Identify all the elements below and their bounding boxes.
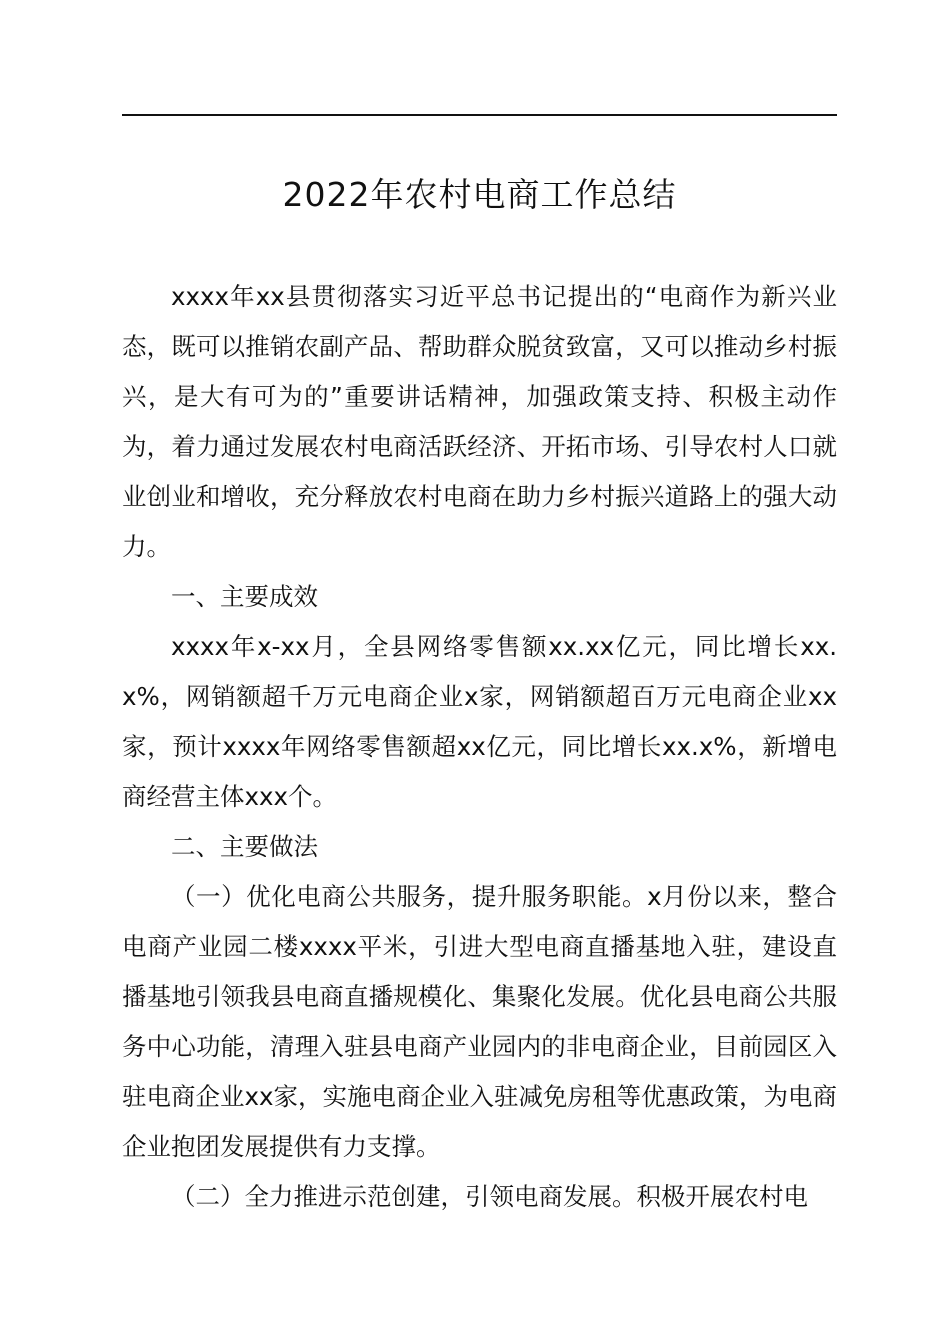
document-body xyxy=(122,272,837,1222)
section-heading-practices: 二、主要做法 xyxy=(171,832,318,861)
section-heading-results: 一、主要成效 xyxy=(171,582,318,611)
document-title: 2022年农村电商工作总结 xyxy=(282,175,677,214)
practice-item-1-paragraph: （一）优化电商公共服务，提升服务职能。x月份以来，整合电商产业园二楼xxxx平米，引进大型电商直播基地入驻，建设直播基地引领我县电商直播规模化、集聚化发展。优化县电商公共服务中心功能，清理入驻县电商产业园内的非电商企业，目前园区入驻电商企业xx家，实施电商企业入驻减免房租等优惠政策，为电商企业抱团发展提供有力支撑。 xyxy=(122,882,837,1161)
header-divider xyxy=(122,114,837,116)
intro-paragraph: xxxx年xx县贯彻落实习近平总书记提出的“电商作为新兴业态，既可以推销农副产品、帮助群众脱贫致富，又可以推动乡村振兴，是大有可为的”重要讲话精神，加强政策支持、积极主动作为，着力通过发展农村电商活跃经济、开拓市场、引导农村人口就业创业和增收，充分释放农村电商在助力乡村振兴道路上的强大动力。 xyxy=(122,282,837,561)
practice-item-2-paragraph: （二）全力推进示范创建，引领电商发展。积极开展农村电 xyxy=(171,1182,808,1211)
results-paragraph: xxxx年x-xx月，全县网络零售额xx.xx亿元，同比增长xx.x%，网销额超千万元电商企业x家，网销额超百万元电商企业xx家，预计xxxx年网络零售额超xx亿元，同比增长xx.x%，新增电商经营主体xxx个。 xyxy=(122,632,837,811)
